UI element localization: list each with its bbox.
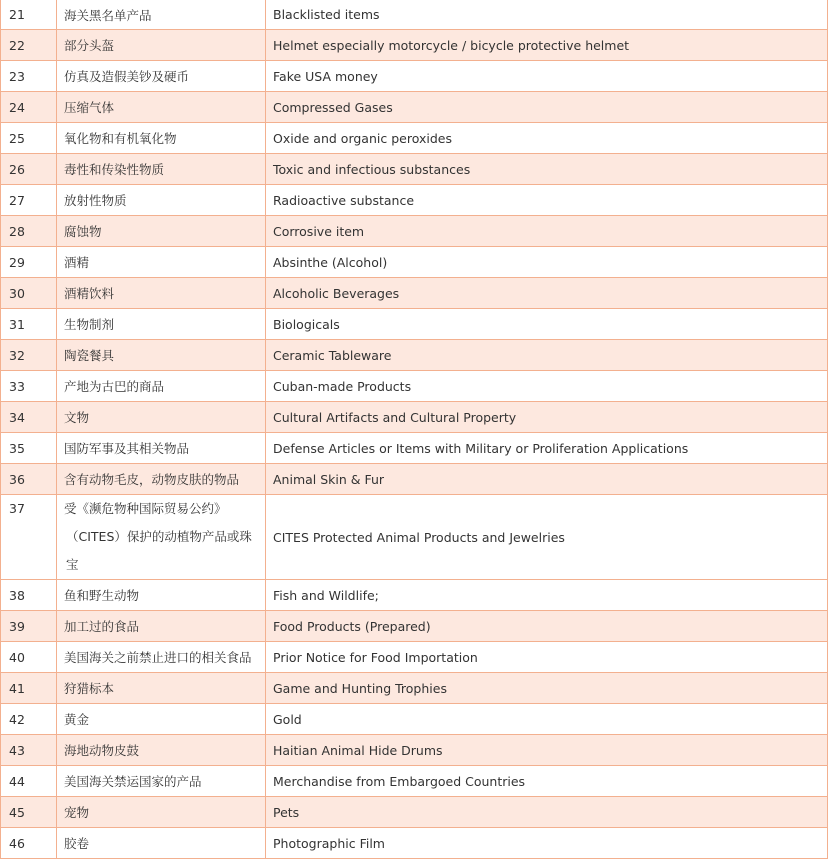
row-number: 37 (1, 495, 57, 580)
item-name-english: Fish and Wildlife; (266, 580, 828, 611)
item-name-english: Blacklisted items (266, 0, 828, 30)
item-name-chinese-line-2: （CITES）保护的动植物产品或珠宝 (66, 529, 252, 572)
item-name-chinese: 美国海关禁运国家的产品 (57, 766, 266, 797)
item-name-english: Prior Notice for Food Importation (266, 642, 828, 673)
item-name-chinese: 宠物 (57, 797, 266, 828)
table-row (1, 828, 828, 859)
item-name-chinese: 氧化物和有机氧化物 (57, 123, 266, 154)
row-number: 46 (1, 828, 57, 859)
item-name-english: Radioactive substance (266, 185, 828, 216)
item-name-english: Absinthe (Alcohol) (266, 247, 828, 278)
item-name-english: Defense Articles or Items with Military or Proliferation Applications (266, 433, 828, 464)
table-row (1, 495, 828, 580)
row-number: 21 (1, 0, 57, 30)
item-name-english: Alcoholic Beverages (266, 278, 828, 309)
item-name-english: Game and Hunting Trophies (266, 673, 828, 704)
row-number: 43 (1, 735, 57, 766)
table-row (1, 371, 828, 402)
item-name-english: CITES Protected Animal Products and Jewelries (266, 495, 828, 580)
table-row (1, 185, 828, 216)
table-row (1, 766, 828, 797)
table-row (1, 642, 828, 673)
item-name-english: Helmet especially motorcycle / bicycle protective helmet (266, 30, 828, 61)
item-name-chinese: 海关黑名单产品 (57, 0, 266, 30)
item-name-english: Cultural Artifacts and Cultural Property (266, 402, 828, 433)
table-row (1, 797, 828, 828)
item-name-chinese: 海地动物皮鼓 (57, 735, 266, 766)
table-row (1, 735, 828, 766)
row-number: 38 (1, 580, 57, 611)
row-number: 24 (1, 92, 57, 123)
item-name-chinese: 生物制剂 (57, 309, 266, 340)
item-name-chinese: 文物 (57, 402, 266, 433)
table-row (1, 309, 828, 340)
table-row (1, 154, 828, 185)
item-name-chinese: 狩猎标本 (57, 673, 266, 704)
item-name-chinese: 部分头盔 (57, 30, 266, 61)
row-number: 36 (1, 464, 57, 495)
item-name-chinese: 加工过的食品 (57, 611, 266, 642)
item-name-english: Food Products (Prepared) (266, 611, 828, 642)
table-row (1, 433, 828, 464)
table-row (1, 704, 828, 735)
table-row (1, 247, 828, 278)
row-number: 31 (1, 309, 57, 340)
item-name-chinese: 鱼和野生动物 (57, 580, 266, 611)
row-number: 22 (1, 30, 57, 61)
item-name-english: Compressed Gases (266, 92, 828, 123)
item-name-english: Cuban-made Products (266, 371, 828, 402)
item-name-english: Biologicals (266, 309, 828, 340)
row-number: 35 (1, 433, 57, 464)
item-name-chinese: 国防军事及其相关物品 (57, 433, 266, 464)
row-number: 33 (1, 371, 57, 402)
table-row (1, 673, 828, 704)
item-name-chinese: 压缩气体 (57, 92, 266, 123)
item-name-chinese: 美国海关之前禁止进口的相关食品 (57, 642, 266, 673)
item-name-chinese: 黄金 (57, 704, 266, 735)
item-name-chinese: 酒精 (57, 247, 266, 278)
table-body (1, 0, 828, 859)
item-name-english: Oxide and organic peroxides (266, 123, 828, 154)
item-name-english: Pets (266, 797, 828, 828)
row-number: 32 (1, 340, 57, 371)
table-row (1, 30, 828, 61)
table-row (1, 0, 828, 30)
table-row (1, 278, 828, 309)
item-name-english: Haitian Animal Hide Drums (266, 735, 828, 766)
row-number: 30 (1, 278, 57, 309)
row-number: 28 (1, 216, 57, 247)
item-name-english: Gold (266, 704, 828, 735)
row-number: 27 (1, 185, 57, 216)
row-number: 42 (1, 704, 57, 735)
item-name-chinese: 酒精饮料 (57, 278, 266, 309)
row-number: 26 (1, 154, 57, 185)
table-row (1, 340, 828, 371)
row-number: 34 (1, 402, 57, 433)
table-row (1, 92, 828, 123)
table-row (1, 464, 828, 495)
item-name-chinese: 陶瓷餐具 (57, 340, 266, 371)
item-name-chinese: 产地为古巴的商品 (57, 371, 266, 402)
table-row (1, 123, 828, 154)
item-name-english: Toxic and infectious substances (266, 154, 828, 185)
item-name-english: Merchandise from Embargoed Countries (266, 766, 828, 797)
table-row (1, 580, 828, 611)
item-name-chinese (57, 495, 266, 580)
row-number: 25 (1, 123, 57, 154)
item-name-chinese-line-1: 受《濒危物种国际贸易公约》 (64, 501, 227, 516)
item-name-chinese: 放射性物质 (57, 185, 266, 216)
item-name-english: Fake USA money (266, 61, 828, 92)
item-name-chinese: 仿真及造假美钞及硬币 (57, 61, 266, 92)
item-name-chinese: 毒性和传染性物质 (57, 154, 266, 185)
item-name-english: Ceramic Tableware (266, 340, 828, 371)
row-number: 39 (1, 611, 57, 642)
table-row (1, 402, 828, 433)
item-name-english: Corrosive item (266, 216, 828, 247)
item-name-chinese: 含有动物毛皮，动物皮肤的物品 (57, 464, 266, 495)
row-number: 40 (1, 642, 57, 673)
table-row (1, 216, 828, 247)
item-name-english: Animal Skin & Fur (266, 464, 828, 495)
row-number: 23 (1, 61, 57, 92)
row-number: 45 (1, 797, 57, 828)
table-row (1, 611, 828, 642)
item-name-chinese: 胶卷 (57, 828, 266, 859)
row-number: 41 (1, 673, 57, 704)
item-name-english: Photographic Film (266, 828, 828, 859)
row-number: 29 (1, 247, 57, 278)
row-number: 44 (1, 766, 57, 797)
table-row (1, 61, 828, 92)
item-name-chinese: 腐蚀物 (57, 216, 266, 247)
